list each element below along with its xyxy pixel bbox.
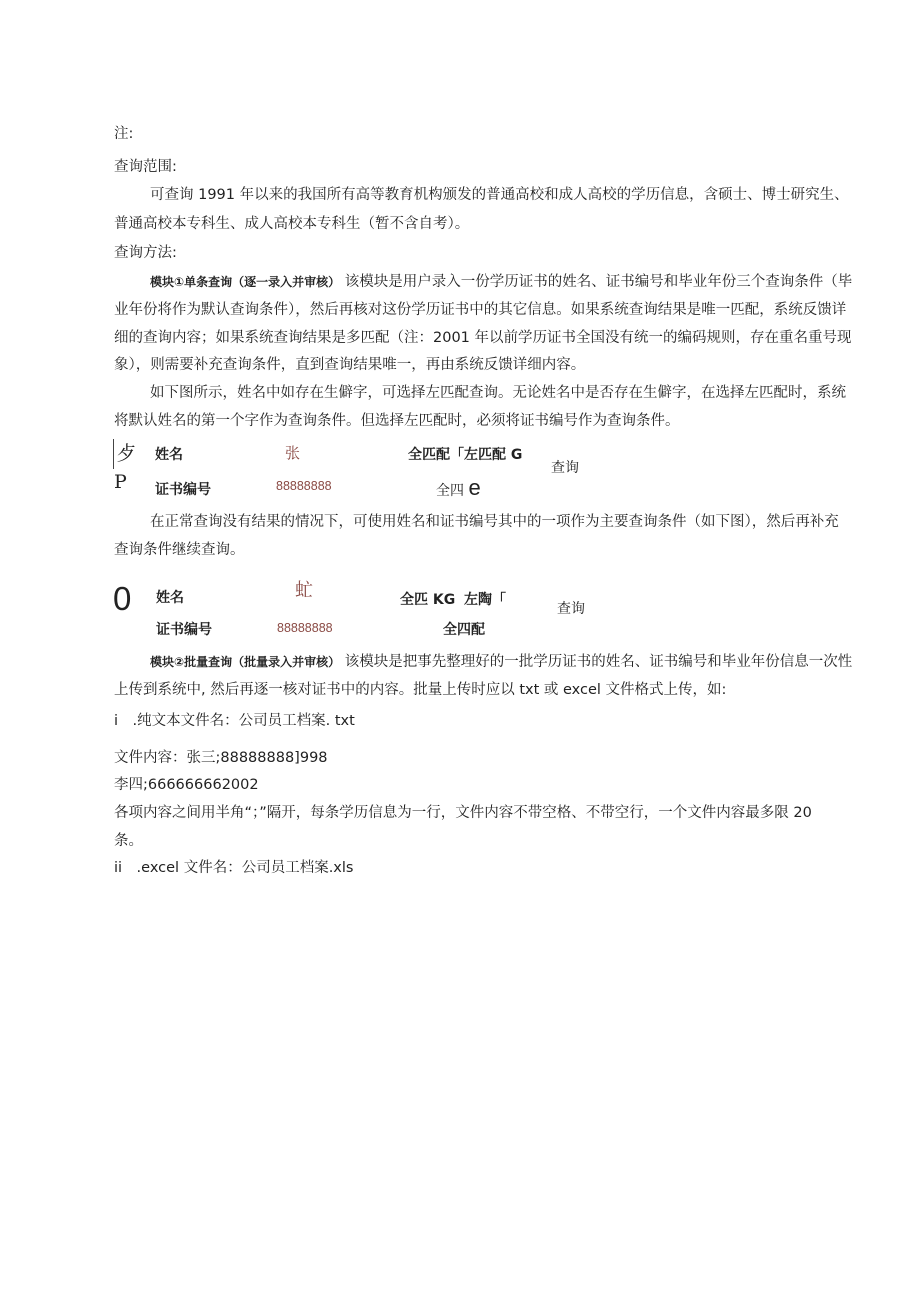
scope-text-line-1: 可查询 1991 年以来的我国所有高等教育机构颁发的普通高校和成人高校的学历信息，含硕士、博士研究生、 [150,187,849,203]
form1-cert-label: 证书编号 [155,482,211,498]
form1-cert-match-label: 全四 [436,483,464,499]
form1-mark-1: 歺 [116,441,136,465]
form2-cert-input[interactable]: 88888888 [277,621,333,635]
form1-mark-2: P [114,471,127,493]
module1-paragraph-line-2: 业年份将作为默认查询条件），然后再核对这份学历证书中的其它信息。如果系统查询结果是唯一匹配，系统反馈详 [114,302,847,318]
form2-mark: 0 [113,580,132,617]
module2-label: 模块②批量查询（批量录入并审核） [150,655,341,669]
module1-paragraph-line-3: 细的查询内容；如果系统查询结果是多匹配（注：2001 年以前学历证书全国没有统一的编码规则，存在重名重号现 [114,330,852,346]
left-match-paragraph-line-1: 如下图所示，姓名中如存在生僻字，可选择左匹配查询。无论姓名中是否存在生僻字，在选择左匹配时，系统 [150,385,846,401]
item-ii-excel-file: ii .excel 文件名：公司员工档案.xls [114,860,354,876]
form1-cert-match-tail: e [468,475,481,500]
module1-text: 该模块是用户录入一份学历证书的姓名、证书编号和毕业年份三个查询条件（毕 [344,274,853,290]
form2-name-label: 姓名 [156,590,184,606]
separator-rule-line-2: 条。 [114,833,143,849]
form1-name-match-options[interactable]: 全匹配「左匹配 G [408,447,523,463]
fallback-paragraph-line-2: 查询条件继续查询。 [114,542,245,558]
module2-text: 该模块是把事先整理好的一批学历证书的姓名、证书编号和毕业年份信息一次性 [344,654,853,670]
module1-paragraph-line-4: 象），则需要补充查询条件，直到查询结果唯一，再由系统反馈详细内容。 [114,357,586,373]
method-heading: 查询方法: [114,245,177,261]
module1-label: 模块①单条查询（逐一录入并审核） [150,275,341,289]
form1-name-label: 姓名 [155,447,183,463]
form1-cert-match-option[interactable] [436,475,481,501]
form1-name-input[interactable]: 张 [285,444,301,462]
form1-divider [113,439,114,469]
scope-text-line-2: 普通高校本专科生、成人高校本专科生（暂不含自考）。 [114,216,470,232]
module1-paragraph-line-1 [150,272,852,292]
form1-query-button[interactable]: 查询 [551,460,579,476]
form2-cert-match-option[interactable]: 全四配 [443,622,485,638]
form2-left-match-option[interactable]: 左陶「 [464,592,506,608]
form2-cert-label: 证书编号 [156,622,212,638]
form2-query-button[interactable]: 查询 [557,601,585,617]
separator-rule-line-1: 各项内容之间用半角“；”隔开，每条学历信息为一行，文件内容不带空格、不带空行，一个文件内容最多限 20 [114,805,812,821]
note-heading: 注: [114,126,134,142]
scope-heading: 查询范围: [114,159,177,175]
item-i-txt-file: i .纯文本文件名：公司员工档案. txt [114,713,355,729]
module2-paragraph-line-1 [150,652,852,672]
fallback-paragraph-line-1: 在正常查询没有结果的情况下，可使用姓名和证书编号其中的一项作为主要查询条件（如下图），然后再补充 [150,514,839,530]
form1-cert-input[interactable]: 88888888 [276,479,332,493]
left-match-paragraph-line-2: 将默认姓名的第一个字作为查询条件。但选择左匹配时，必须将证书编号作为查询条件。 [114,413,680,429]
form2-name-input[interactable]: 虻 [295,580,313,601]
form2-full-match-option[interactable]: 全匹 KG [400,592,456,608]
module2-paragraph-line-2: 上传到系统中, 然后再逐一核对证书中的内容。批量上传时应以 txt 或 excel 文件格式上传，如: [114,682,727,698]
file-content-line-1: 文件内容：张三;88888888]998 [114,750,328,766]
file-content-line-2: 李四;666666662002 [114,777,259,793]
